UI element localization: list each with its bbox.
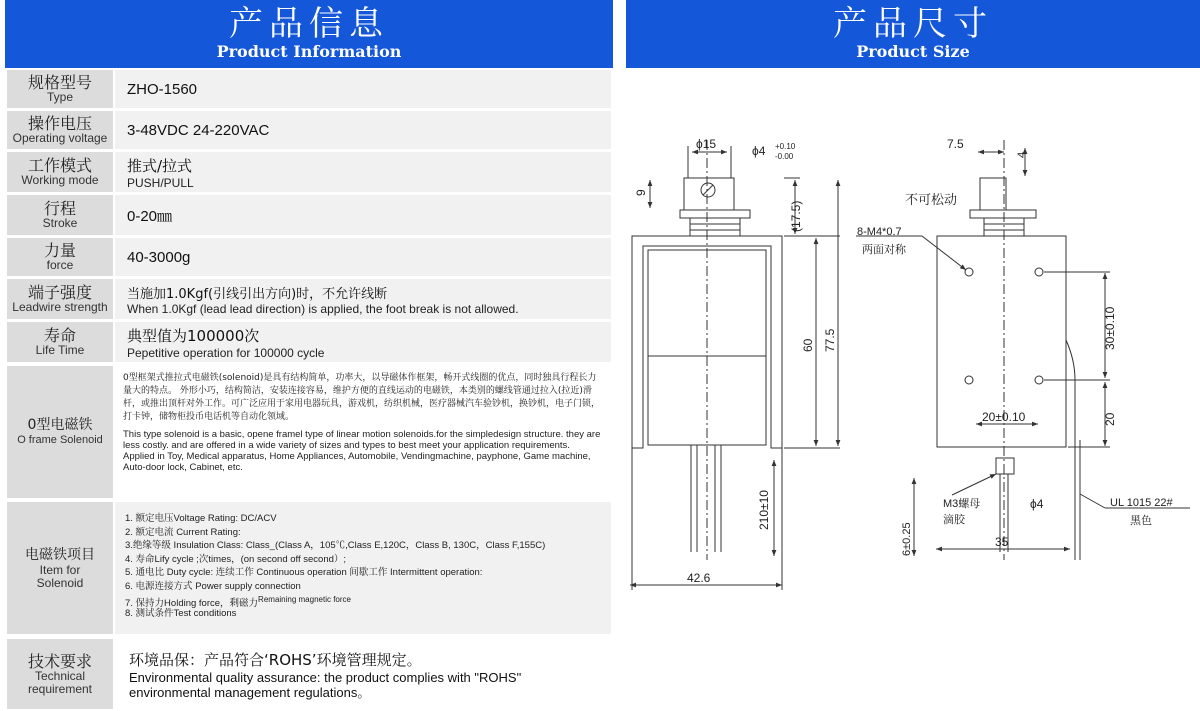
dim-210: 210±10 xyxy=(757,490,771,530)
label-cn: 行程 xyxy=(43,199,76,218)
dim-77-5: 77.5 xyxy=(823,328,837,352)
row-value xyxy=(115,111,611,149)
item-list xyxy=(125,512,611,620)
row-value xyxy=(115,70,611,108)
note-black: 黑色 xyxy=(1130,515,1152,527)
row-value xyxy=(115,195,611,235)
note-not-loose: 不可松动 xyxy=(905,192,958,207)
value-cn: 当施加1.0Kgf(引线引出方向)时，不允许线断 xyxy=(127,286,388,302)
spec-row-stroke xyxy=(7,195,611,235)
row-label xyxy=(7,195,113,235)
row-label xyxy=(7,322,113,362)
label-en: Type xyxy=(46,90,73,104)
note-glue: 滴胶 xyxy=(943,514,965,526)
label-en: Item for xyxy=(39,562,81,577)
label-en: Technical xyxy=(34,668,86,683)
list-item: 8. 测试条件Test conditions xyxy=(125,607,237,619)
list-item: 1. 额定电压Voltage Rating: DC/ACV xyxy=(125,513,277,524)
list-item: 2. 额定电流 Current Rating: xyxy=(125,526,241,538)
label-en: Stroke xyxy=(42,216,78,230)
row-label xyxy=(7,70,113,108)
spec-row-voltage xyxy=(7,111,611,149)
value-text: 40-3000g xyxy=(127,248,191,266)
row-label xyxy=(7,502,113,634)
spec-row-items xyxy=(7,502,611,634)
banner-title-en: Product Size xyxy=(856,42,970,61)
dim-35: 35 xyxy=(995,535,1009,549)
label-cn: 电磁铁项目 xyxy=(25,546,95,563)
row-value xyxy=(115,502,611,634)
spec-row-technical xyxy=(7,639,611,709)
value-text: 0-20㎜ xyxy=(127,207,173,225)
value-en: When 1.0Kgf (lead lead direction) is applied, the foot break is not allowed. xyxy=(127,301,519,316)
dim-4: 4 xyxy=(1016,151,1028,158)
spec-row-type xyxy=(7,70,611,108)
banner-title-en: Product Information xyxy=(216,42,402,61)
row-value xyxy=(115,152,611,192)
note-nut: M3螺母 xyxy=(943,498,981,510)
note-thread: 8-M4*0.7 xyxy=(857,226,902,238)
value-cn: 典型值为100000次 xyxy=(127,326,260,345)
dim-9: 9 xyxy=(634,189,648,196)
row-value xyxy=(115,238,611,276)
dim-d4-b: ϕ4 xyxy=(1030,497,1044,511)
label-en: Solenoid xyxy=(36,575,84,590)
dim-20-h: 20±0.10 xyxy=(982,410,1026,424)
row-value xyxy=(115,279,611,319)
label-cn: 寿命 xyxy=(43,326,76,345)
label-en: O frame Solenoid xyxy=(17,434,103,446)
label-cn: 技术要求 xyxy=(27,651,92,671)
value-cn: 环境品保：产品符合‘ROHS’环境管理规定。 xyxy=(129,650,422,669)
description-en: This type solenoid is a basic, opene framel type of linear motion solenoids.for the simpledesign structure. they are less costly. and are offered in a wide variety of sizes and types to best meet your application requirements. Applied in Toy, Medical apparatus, Home Appliances, Automobile, Vendingmachine, payphone, Game machine, Auto-door lock, Cabinet, etc. xyxy=(123,429,601,473)
banner-title-cn: 产品尺寸 xyxy=(833,4,993,44)
value-cn: 推式/拉式 xyxy=(127,156,193,175)
row-value xyxy=(115,366,611,498)
banner-title-cn: 产品信息 xyxy=(229,4,389,44)
dim-20-v: 20 xyxy=(1103,412,1117,426)
label-en: Operating voltage xyxy=(12,131,108,145)
label-cn: 力量 xyxy=(43,241,76,260)
value-text: ZHO-1560 xyxy=(127,80,198,98)
dim-6: 6±0.25 xyxy=(901,522,913,556)
label-cn: 0型电磁铁 xyxy=(27,417,93,433)
row-label xyxy=(7,152,113,192)
list-item xyxy=(125,593,611,610)
label-cn: 操作电压 xyxy=(27,114,92,133)
dim-17-5: (17.5) xyxy=(789,200,803,232)
row-label xyxy=(7,238,113,276)
spec-row-working-mode xyxy=(7,152,611,192)
value-en: environmental management regulations。 xyxy=(129,684,371,700)
value-en: Environmental quality assurance: the product complies with "ROHS" xyxy=(129,669,522,685)
label-en: requirement xyxy=(27,681,93,696)
spec-row-oframe xyxy=(7,366,611,498)
row-label xyxy=(7,111,113,149)
list-item: 5. 通电比 Duty cycle: 连续工作 Continuous operation 间歇工作 Intermittent operation: xyxy=(125,567,483,578)
label-en: Leadwire strength xyxy=(12,300,108,314)
side-view xyxy=(630,140,840,590)
product-size-banner xyxy=(626,0,1200,68)
label-en: force xyxy=(46,258,74,272)
dim-60: 60 xyxy=(801,338,815,352)
value-en: Pepetitive operation for 100000 cycle xyxy=(127,345,325,360)
dim-d4-tol-dn: -0.00 xyxy=(775,152,794,161)
value-en: PUSH/PULL xyxy=(127,175,194,190)
label-en: Working mode xyxy=(21,173,99,187)
description-cn: 0型框架式推拉式电磁铁(solenoid)是具有结构简单，功率大，以导磁体作框架，畅开式线圈的优点，同时独具行程长力量大的特点。 外形小巧，结构简洁，安装连接容易，维护方便的直线运动的电磁铁，本类别的螺线管通过拉入(拉近)滑杆，或推出顶杆对外工作。可广泛应用于家用电器玩具，游戏机，纺织机械，医疗器械汽车验钞机，换钞机，电子门锁，打卡钟，储物柜投币电话机等自动化领域。 xyxy=(123,373,601,422)
product-dimension-drawing xyxy=(626,70,1200,711)
list-item-sup: Remaining magnetic force xyxy=(258,595,351,604)
label-cn: 端子强度 xyxy=(27,283,92,302)
row-value xyxy=(115,322,611,362)
row-label xyxy=(7,639,113,709)
note-both-sides: 两面对称 xyxy=(862,244,906,256)
spec-row-force xyxy=(7,238,611,276)
product-information-banner xyxy=(5,0,613,68)
label-cn: 工作模式 xyxy=(27,156,92,175)
note-wire: UL 1015 22# xyxy=(1110,497,1173,509)
row-value xyxy=(115,639,611,709)
list-item: 6. 电源连接方式 Power supply connection xyxy=(125,580,301,592)
dim-7-5: 7.5 xyxy=(947,137,964,151)
dim-30: 30±0.10 xyxy=(1103,306,1117,350)
value-text: 3-48VDC 24-220VAC xyxy=(127,121,270,139)
spec-row-life-time xyxy=(7,322,611,362)
label-en: Life Time xyxy=(35,343,85,357)
list-item: 4. 寿命Lify cycle ;次times，(on second off second）; xyxy=(125,553,347,565)
row-label xyxy=(7,366,113,498)
dim-d15: ϕ15 xyxy=(696,137,717,151)
dim-d4-tol-up: +0.10 xyxy=(775,142,796,151)
label-cn: 规格型号 xyxy=(27,73,92,92)
dim-d4: ϕ4 xyxy=(752,144,766,158)
spec-row-leadwire xyxy=(7,279,611,319)
dim-42-6: 42.6 xyxy=(687,571,711,585)
list-item-text: 7. 保持力Holding force，剩磁力 xyxy=(125,598,259,610)
row-label xyxy=(7,279,113,319)
list-item: 3.绝缘等级 Insulation Class: Class_(Class A，105℃,Class E,120C，Class B, 130C，Class F,155C) xyxy=(125,540,546,551)
